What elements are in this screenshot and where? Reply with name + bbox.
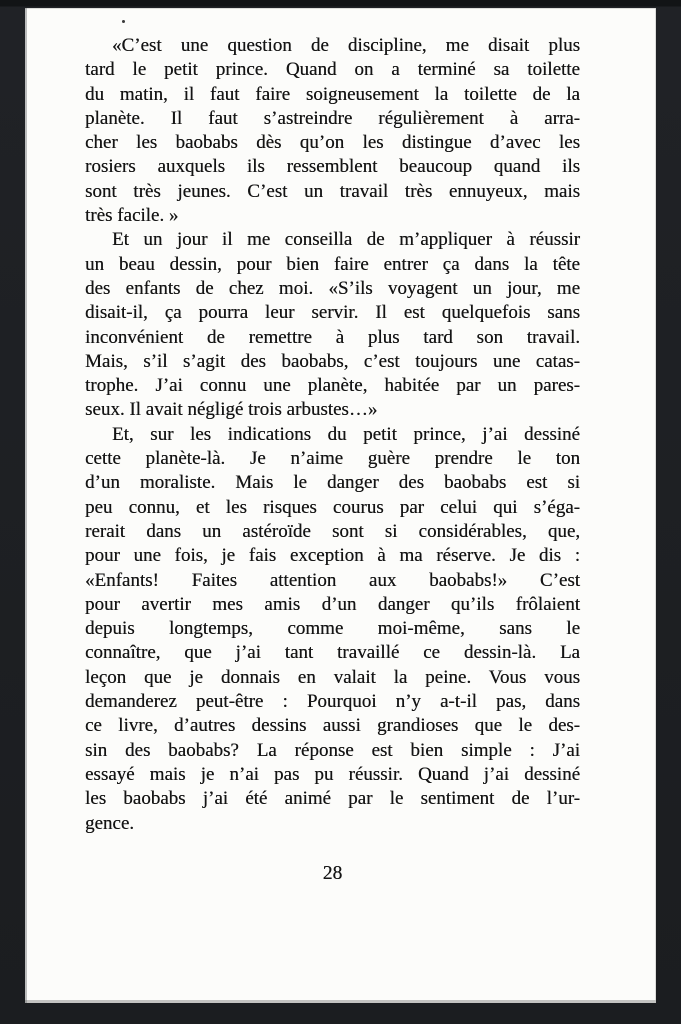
text-line: peu connu, et les risques courus par celui qui s’éga- <box>85 496 580 518</box>
text-line: depuis longtemps, comme moi-même, sans le <box>85 618 580 640</box>
text-block <box>85 34 580 836</box>
text-line: Et, sur les indications du petit prince, j’ai dessiné <box>112 423 580 445</box>
text-line: Mais, s’il s’agit des baobabs, c’est toujours une catas- <box>85 350 580 372</box>
text-line: cette planète-là. Je n’aime guère prendre le ton <box>85 448 580 470</box>
book-page <box>25 8 656 1003</box>
text-line: «Enfants! Faites attention aux baobabs!» C’est <box>85 569 580 591</box>
text-line: cher les baobabs dès qu’on les distingue d’avec les <box>85 132 580 154</box>
text-line: demanderez peut-être : Pourquoi n’y a-t-il pas, dans <box>85 691 580 713</box>
text-line: d’un moraliste. Mais le danger des baobabs est si <box>85 472 580 494</box>
text-line: essayé mais je n’ai pas pu réussir. Quand j’ai dessiné <box>85 763 580 785</box>
text-line: Et un jour il me conseilla de m’appliquer à réussir <box>112 229 580 251</box>
text-line: les baobabs j’ai été animé par le sentiment de l’ur- <box>85 788 580 810</box>
text-line: un beau dessin, pour bien faire entrer ça dans la tête <box>85 253 580 275</box>
text-line: rosiers auxquels ils ressemblent beaucoup quand ils <box>85 156 580 178</box>
text-line: du matin, il faut faire soigneusement la toilette de la <box>85 83 580 105</box>
text-line: connaître, que j’ai tant travaillé ce dessin-là. La <box>85 642 580 664</box>
text-line: leçon que je donnais en valait la peine. Vous vous <box>85 666 580 688</box>
text-line: gence. <box>85 812 135 834</box>
text-line: disait-il, ça pourra leur servir. Il est quelquefois sans <box>85 302 580 324</box>
text-line: trophe. J’ai connu une planète, habitée par un pares- <box>85 375 580 397</box>
text-line: pour une fois, je fais exception à ma réserve. Je dis : <box>85 545 580 567</box>
text-line: très facile. » <box>85 205 179 227</box>
text-line: planète. Il faut s’astreindre régulièrement à arra- <box>85 107 580 129</box>
text-line: rerait dans un astéroïde sont si considérables, que, <box>85 520 580 542</box>
text-line: des enfants de chez moi. «S’ils voyagent un jour, me <box>85 277 580 299</box>
text-line: tard le petit prince. Quand on a terminé sa toilette <box>85 59 580 81</box>
text-line: ce livre, d’autres dessins aussi grandioses que le des- <box>85 715 580 737</box>
text-line: pour avertir mes amis d’un danger qu’ils frôlaient <box>85 593 580 615</box>
text-line: sont très jeunes. C’est un travail très ennuyeux, mais <box>85 180 580 202</box>
page-number: 28 <box>322 863 343 884</box>
scan-speck <box>122 20 125 23</box>
text-line: inconvénient de remettre à plus tard son travail. <box>85 326 580 348</box>
text-line: sin des baobabs? La réponse est bien simple : J’ai <box>85 739 580 761</box>
text-line: seux. Il avait négligé trois arbustes…» <box>85 399 378 421</box>
text-line: «C’est une question de discipline, me disait plus <box>112 35 580 56</box>
